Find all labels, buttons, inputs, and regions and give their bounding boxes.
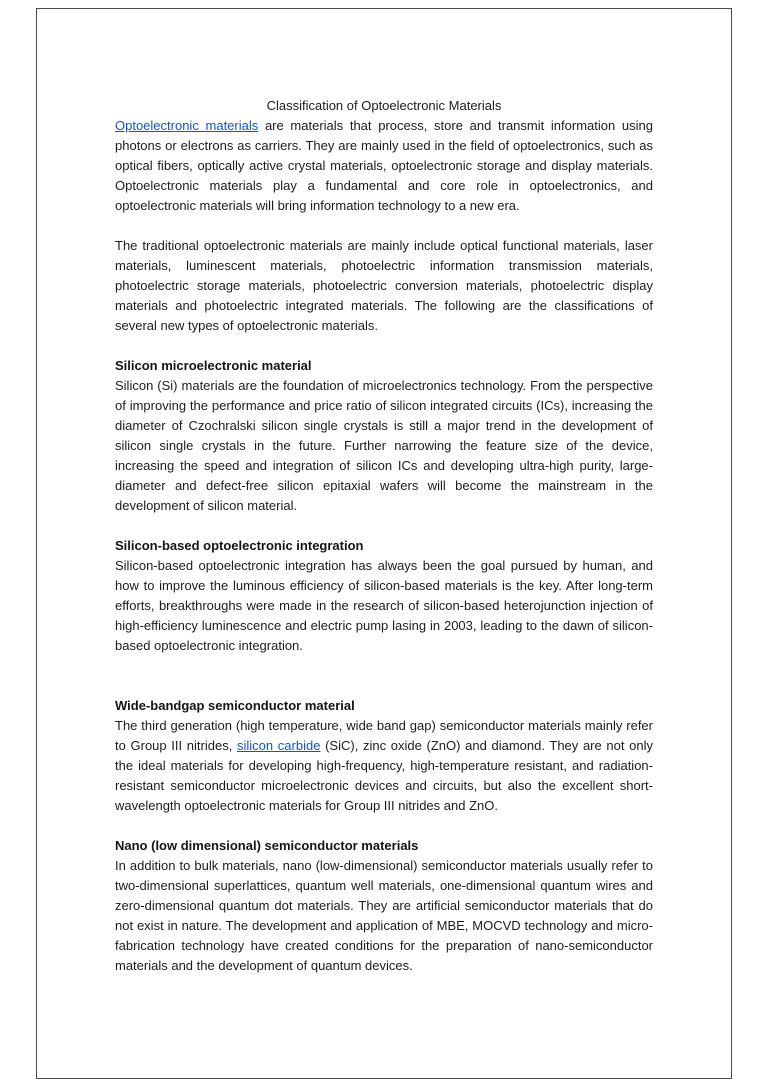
document-content — [37, 9, 731, 976]
section-body-wide-bandgap — [115, 716, 653, 816]
wide-bandgap-text-post: (SiC), zinc oxide (ZnO) and diamond. They are not only the ideal materials for developing high-frequency, high-temperature resistant, and radiation-resistant semiconductor microelectronic devices and circuits, but also the excellent short-wavelength optoelectronic materials for Group III nitrides and ZnO. — [115, 738, 653, 813]
silicon-carbide-link[interactable]: silicon carbide — [237, 738, 321, 753]
document-title: Classification of Optoelectronic Materials — [266, 98, 502, 113]
section-heading-wide-bandgap: Wide-bandgap semiconductor material — [115, 698, 355, 713]
intro-paragraph-text: are materials that process, store and transmit information using photons or electrons as carriers. They are mainly used in the field of optoelectronics, such as optical fibers, optically active crystal materials, optoelectronic storage and display materials. Optoelectronic materials play a fundamental and core role in optoelectronics, and optoelectronic materials will bring information technology to a new era. — [115, 118, 653, 213]
optoelectronic-materials-link[interactable]: Optoelectronic materials — [115, 118, 259, 133]
section-body-silicon-microelectronic: Silicon (Si) materials are the foundation of microelectronics technology. From the perspective of improving the performance and price ratio of silicon integrated circuits (ICs), increasing the diameter of Czochralski silicon single crystals is still a major trend in the development of silicon single crystals in the future. Further narrowing the feature size of the device, increasing the speed and integration of silicon ICs and developing ultra-high purity, large-diameter and defect-free silicon epitaxial wafers will become the mainstream in the development of silicon material. — [115, 378, 653, 513]
section-body-nano-semiconductor: In addition to bulk materials, nano (low-dimensional) semiconductor materials usually refer to two-dimensional superlattices, quantum well materials, one-dimensional quantum wires and zero-dimensional quantum dot materials. They are artificial semiconductor materials that do not exist in nature. The development and application of MBE, MOCVD technology and micro-fabrication technology have created conditions for the preparation of nano-semiconductor materials and the development of quantum devices. — [115, 858, 653, 973]
section-heading-nano-semiconductor: Nano (low dimensional) semiconductor materials — [115, 838, 419, 853]
document-page — [36, 8, 732, 1079]
section-body-silicon-based-integration: Silicon-based optoelectronic integration has always been the goal pursued by human, and how to improve the luminous efficiency of silicon-based materials is the key. After long-term efforts, breakthroughs were made in the research of silicon-based heterojunction injection of high-efficiency luminescence and electric pump lasing in 2003, leading to the dawn of silicon-based optoelectronic integration. — [115, 558, 653, 653]
section-heading-silicon-microelectronic: Silicon microelectronic material — [115, 358, 312, 373]
section-heading-silicon-based-integration: Silicon-based optoelectronic integration — [115, 538, 364, 553]
wide-bandgap-text-pre: The third generation (high temperature, wide band gap) semiconductor materials mainly refer to Group III nitrides, — [115, 718, 653, 753]
traditional-materials-paragraph: The traditional optoelectronic materials are mainly include optical functional materials, laser materials, luminescent materials, photoelectric information transmission materials, photoelectric storage materials, photoelectric conversion materials, photoelectric display materials and photoelectric integrated materials. The following are the classifications of several new types of optoelectronic materials. — [115, 238, 653, 333]
intro-paragraph — [115, 116, 653, 216]
